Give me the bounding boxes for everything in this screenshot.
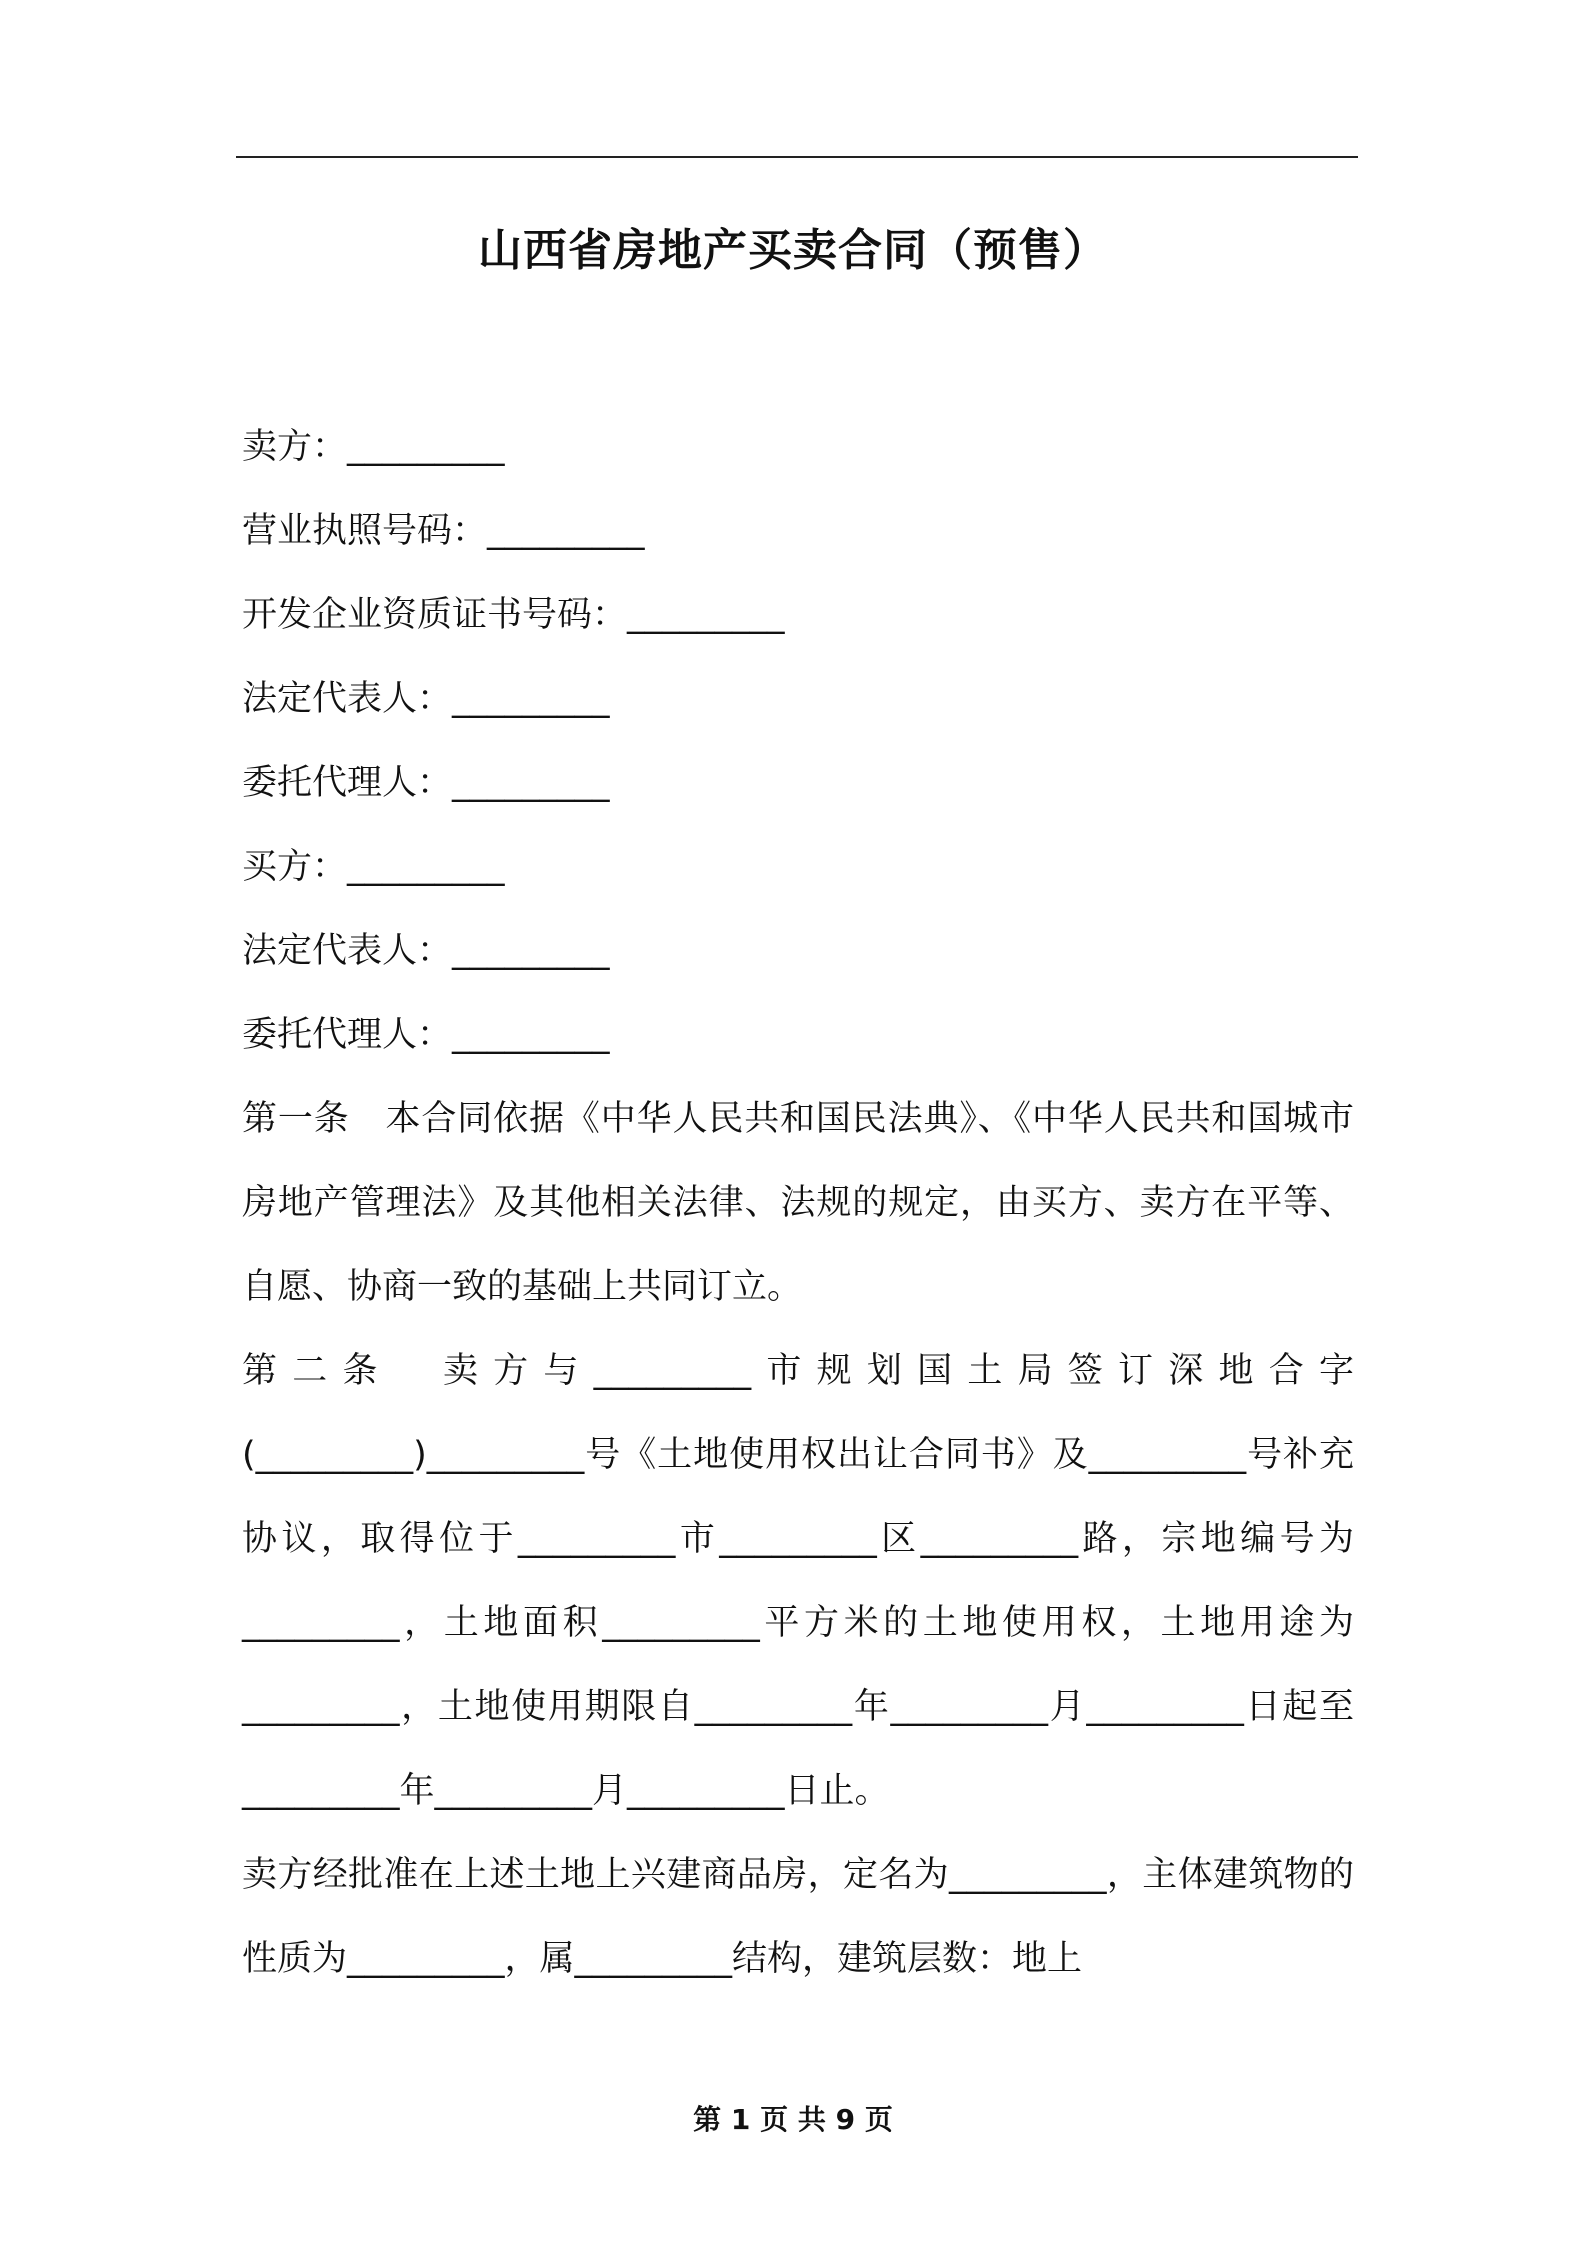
- field-label: 开发企业资质证书号码：: [242, 595, 628, 635]
- field-blank: _________: [347, 427, 505, 467]
- field-blank: _________: [452, 1015, 610, 1055]
- field-blank: _________: [627, 595, 785, 635]
- document-body: [242, 405, 1354, 2001]
- field-blank: _________: [452, 931, 610, 971]
- document-title: 山西省房地产买卖合同（预售）: [478, 225, 1108, 276]
- field-seller: [242, 405, 1354, 489]
- field-qualification-cert: [242, 573, 1354, 657]
- article-2-continued: 卖方经批准在上述土地上兴建商品房，定名为_________，主体建筑物的性质为_________，属_________结构，建筑层数：地上: [242, 1855, 1354, 1979]
- field-blank: _________: [487, 511, 645, 551]
- field-blank: _________: [452, 763, 610, 803]
- field-label: 买方：: [242, 847, 348, 887]
- field-buyer-agent: [242, 993, 1354, 1077]
- page-number: 第 1 页 共 9 页: [693, 2103, 893, 2136]
- field-business-license: [242, 489, 1354, 573]
- field-label: 卖方：: [242, 427, 348, 467]
- article-1: 第一条 本合同依据《中华人民共和国民法典》、《中华人民共和国城市房地产管理法》及其他相关法律、法规的规定，由买方、卖方在平等、自愿、协商一致的基础上共同订立。: [242, 1099, 1354, 1307]
- field-buyer-legal-rep: [242, 909, 1354, 993]
- field-blank: _________: [347, 847, 505, 887]
- field-label: 法定代表人：: [242, 679, 453, 719]
- field-label: 法定代表人：: [242, 931, 453, 971]
- field-label: 营业执照号码：: [242, 511, 488, 551]
- field-seller-legal-rep: [242, 657, 1354, 741]
- field-buyer: [242, 825, 1354, 909]
- field-blank: _________: [452, 679, 610, 719]
- field-seller-agent: [242, 741, 1354, 825]
- field-label: 委托代理人：: [242, 1015, 453, 1055]
- field-label: 委托代理人：: [242, 763, 453, 803]
- header-rule: [236, 156, 1358, 158]
- article-2: 第二条 卖方与_________市规划国土局签订深地合字(_________)_________号《土地使用权出让合同书》及_________号补充协议，取得位于_________市_________区_________路，宗地编号为_________，土地面积_________平方米的土地使用权，土地用途为_________，土地使用期限自_________年_________月_________日起至_________年_________月_________日止。: [242, 1351, 1354, 1811]
